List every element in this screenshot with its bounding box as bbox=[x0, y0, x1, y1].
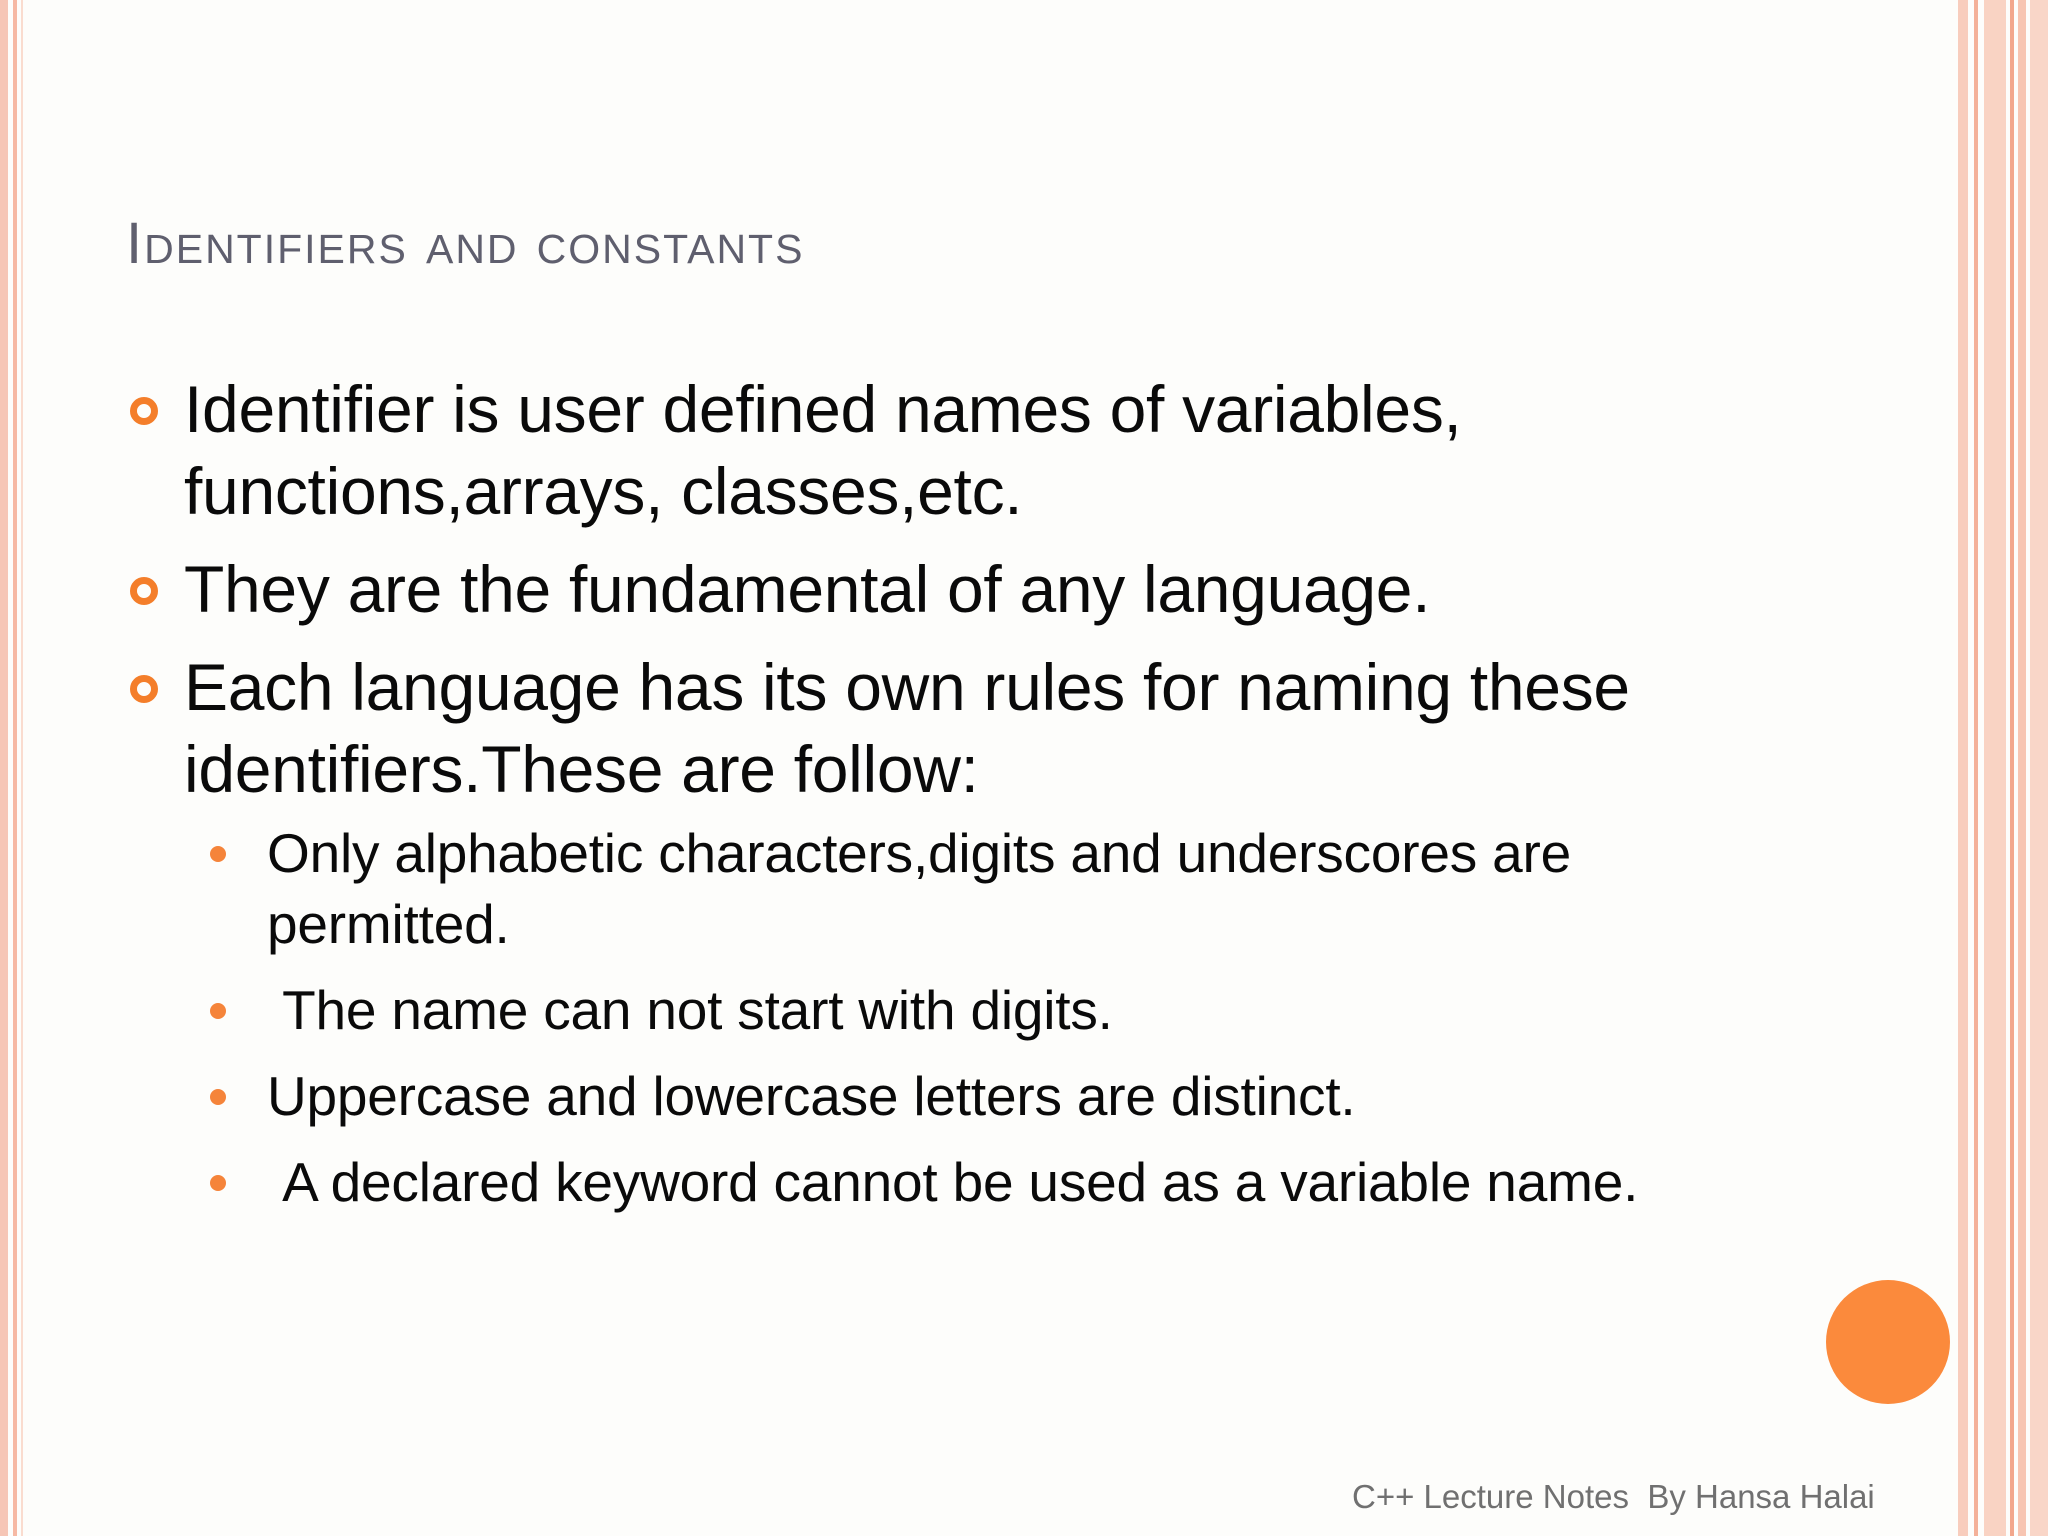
dot-bullet-icon bbox=[210, 1089, 226, 1105]
dot-bullet-icon bbox=[210, 1003, 226, 1019]
right-border-stripe bbox=[1974, 0, 1978, 1536]
bullet-item bbox=[130, 548, 1750, 630]
decorative-orange-circle bbox=[1826, 1280, 1950, 1404]
sub-bullet-item bbox=[130, 975, 1750, 1046]
bullet-item bbox=[130, 368, 1750, 532]
left-border-line bbox=[13, 0, 17, 1536]
right-border-stripe bbox=[1984, 0, 2006, 1536]
left-border-line bbox=[21, 0, 23, 1536]
right-border-stripe bbox=[2030, 0, 2048, 1536]
right-border-stripe bbox=[1958, 0, 1968, 1536]
sub-bullet-text: Uppercase and lowercase letters are distinct. bbox=[267, 1065, 1356, 1127]
sub-bullet-text: A declared keyword cannot be used as a variable name. bbox=[267, 1151, 1639, 1213]
bullet-item bbox=[130, 646, 1750, 1218]
sub-bullet-text: Only alphabetic characters,digits and underscores are permitted. bbox=[267, 822, 1572, 955]
right-border-stripe bbox=[2018, 0, 2026, 1536]
bullet-text: Each language has its own rules for naming these identifiers.These are follow: bbox=[184, 650, 1630, 806]
sub-bullet-item bbox=[130, 1147, 1750, 1218]
dot-bullet-icon bbox=[210, 1175, 226, 1191]
bullet-text: They are the fundamental of any language. bbox=[184, 552, 1431, 626]
sub-bullet-item bbox=[130, 1061, 1750, 1132]
slide-footer: C++ Lecture Notes By Hansa Halai bbox=[1352, 1478, 1875, 1515]
sub-bullet-list bbox=[184, 818, 1750, 1218]
left-border-line bbox=[0, 0, 8, 1536]
dot-bullet-icon bbox=[210, 846, 226, 862]
sub-bullet-item bbox=[130, 818, 1750, 960]
ring-bullet-icon bbox=[130, 577, 158, 605]
bullet-text: Identifier is user defined names of variables, functions,arrays, classes,etc. bbox=[184, 372, 1462, 528]
sub-bullet-text: The name can not start with digits. bbox=[267, 979, 1113, 1041]
right-border-stripe bbox=[2010, 0, 2014, 1536]
ring-bullet-icon bbox=[130, 675, 158, 703]
ring-bullet-icon bbox=[130, 397, 158, 425]
slide-title: Identifiers and constants bbox=[126, 211, 805, 276]
bullet-list bbox=[130, 368, 1750, 1234]
